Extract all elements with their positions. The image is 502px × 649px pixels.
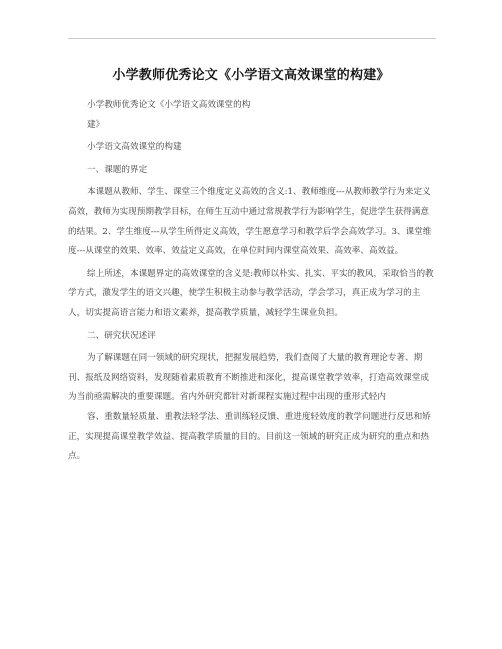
- paragraph-topic: 小学语文高效课堂的构建: [87, 142, 182, 153]
- paragraph-research-cont: 容、重数量轻质量、重教法轻学法、重训练轻反馈、重进度轻效度的教学问题进行反思和矫正，实现提高课堂教学效益、提高教学质量的目的。目前这一领域的研究正成为研究的重点和热点。: [68, 411, 431, 462]
- section-heading-1: 一、课题的界定: [87, 164, 148, 175]
- header-rule: [68, 38, 436, 39]
- paragraph-research: 为了解课题在同一领域的研究现状，把握发展趋势，我们查阅了大量的教育理论专著、期刊、报纸及网络资料，发现随着素质教育不断推进和深化，提高课堂教学效率，打造高效课堂成为当前亟需解决的重要课题。省内外研究都针对新课程实施过程中出现的重形式轻内: [68, 353, 429, 403]
- paragraph-definition: 本课题从教师、学生、课堂三个维度定义高效的含义:1、教师维度---从教师教学行为来定义高效，教师为实现预期教学目标，在师生互动中通过常规教学行为影响学生，促进学生获得满意的结果。2、学生维度---从学生所得定义高效，学生愿意学习和教学后学会高效学习。3、课堂维度---从课堂的效果、效率、效益定义高效，在单位时间内课堂高效果、高效率、高效益。: [68, 187, 432, 257]
- paragraph-subtitle-line1: 小学教师优秀论文《小学语文高效课堂的构: [87, 100, 251, 110]
- paragraph-summary: 综上所述，本课题界定的高效课堂的含义是:教师以朴实、扎实、平实的教风，采取恰当的教学方式，激发学生的语文兴趣，使学生积极主动参与教学活动，学会学习，真正成为学习的主人，切实提高语言能力和语文素养，提高教学质量，减轻学生课业负担。: [68, 268, 434, 318]
- document-body: [68, 96, 434, 467]
- document-title: 小学教师优秀论文《小学语文高效课堂的构建》: [112, 68, 390, 83]
- paragraph-subtitle-line2: 建》: [87, 119, 105, 130]
- section-heading-2: 二、研究状况述评: [87, 330, 156, 341]
